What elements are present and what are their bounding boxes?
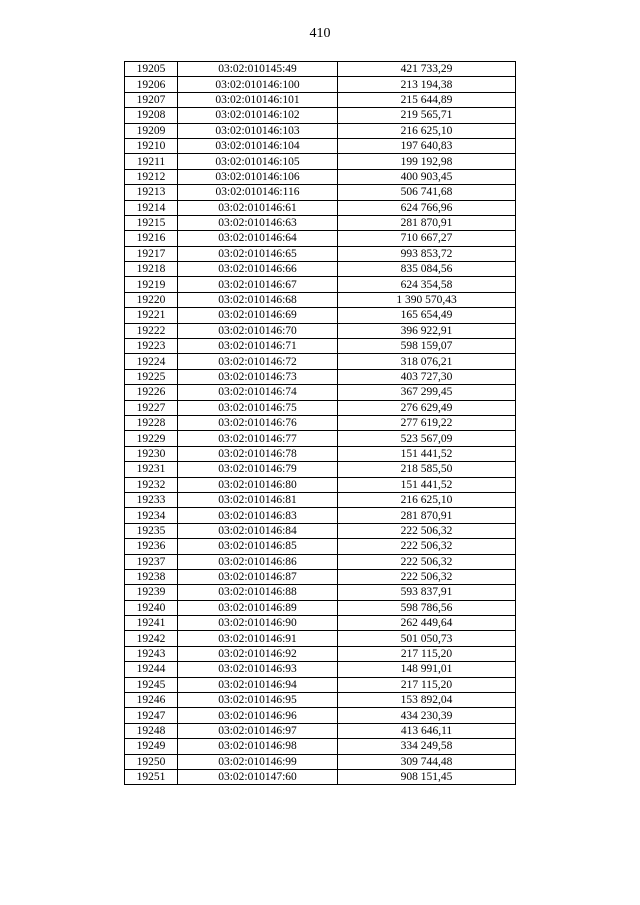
- cadastral-value-cell: 993 853,72: [338, 246, 516, 261]
- table-row: [125, 108, 516, 123]
- row-index-cell: 19242: [125, 631, 178, 646]
- row-index-cell: 19230: [125, 446, 178, 461]
- row-index-cell: 19246: [125, 693, 178, 708]
- row-index-cell: 19239: [125, 585, 178, 600]
- cadastral-number-cell: 03:02:010146:79: [178, 462, 338, 477]
- row-index-cell: 19212: [125, 169, 178, 184]
- cadastral-number-cell: 03:02:010146:84: [178, 523, 338, 538]
- cadastral-value-cell: 367 299,45: [338, 385, 516, 400]
- table-row: [125, 723, 516, 738]
- table-row: [125, 246, 516, 261]
- cadastral-value-cell: 218 585,50: [338, 462, 516, 477]
- cadastral-value-cell: 262 449,64: [338, 616, 516, 631]
- row-index-cell: 19206: [125, 77, 178, 92]
- cadastral-number-cell: 03:02:010146:116: [178, 185, 338, 200]
- cadastral-value-cell: 216 625,10: [338, 492, 516, 507]
- cadastral-value-cell: 598 159,07: [338, 339, 516, 354]
- cadastral-value-cell: 318 076,21: [338, 354, 516, 369]
- table-row: [125, 539, 516, 554]
- cadastral-value-cell: 222 506,32: [338, 523, 516, 538]
- row-index-cell: 19227: [125, 400, 178, 415]
- cadastral-number-cell: 03:02:010146:104: [178, 138, 338, 153]
- table-row: [125, 462, 516, 477]
- table-row: [125, 523, 516, 538]
- cadastral-value-cell: 624 766,96: [338, 200, 516, 215]
- cadastral-value-cell: 334 249,58: [338, 739, 516, 754]
- cadastral-number-cell: 03:02:010146:70: [178, 323, 338, 338]
- cadastral-number-cell: 03:02:010146:94: [178, 677, 338, 692]
- cadastral-value-cell: 217 115,20: [338, 646, 516, 661]
- row-index-cell: 19224: [125, 354, 178, 369]
- cadastral-value-cell: 598 786,56: [338, 600, 516, 615]
- page-number: 410: [309, 26, 331, 41]
- cadastral-value-cell: 216 625,10: [338, 123, 516, 138]
- cadastral-number-cell: 03:02:010146:61: [178, 200, 338, 215]
- cadastral-value-cell: 215 644,89: [338, 92, 516, 107]
- cadastral-number-cell: 03:02:010146:102: [178, 108, 338, 123]
- cadastral-value-cell: 309 744,48: [338, 754, 516, 769]
- table-row: [125, 277, 516, 292]
- cadastral-number-cell: 03:02:010146:80: [178, 477, 338, 492]
- table-row: [125, 400, 516, 415]
- row-index-cell: 19232: [125, 477, 178, 492]
- cadastral-number-cell: 03:02:010146:78: [178, 446, 338, 461]
- table-row: [125, 169, 516, 184]
- row-index-cell: 19240: [125, 600, 178, 615]
- cadastral-value-cell: 165 654,49: [338, 308, 516, 323]
- cadastral-value-cell: 281 870,91: [338, 508, 516, 523]
- table-row: [125, 646, 516, 661]
- cadastral-number-cell: 03:02:010146:72: [178, 354, 338, 369]
- cadastral-value-cell: 523 567,09: [338, 431, 516, 446]
- row-index-cell: 19221: [125, 308, 178, 323]
- table-row: [125, 677, 516, 692]
- row-index-cell: 19210: [125, 138, 178, 153]
- cadastral-number-cell: 03:02:010146:105: [178, 154, 338, 169]
- table-row: [125, 754, 516, 769]
- table-row: [125, 200, 516, 215]
- table-row: [125, 600, 516, 615]
- cadastral-number-cell: 03:02:010146:91: [178, 631, 338, 646]
- cadastral-number-cell: 03:02:010146:73: [178, 369, 338, 384]
- cadastral-value-cell: 710 667,27: [338, 231, 516, 246]
- row-index-cell: 19248: [125, 723, 178, 738]
- cadastral-number-cell: 03:02:010146:100: [178, 77, 338, 92]
- table-row: [125, 292, 516, 307]
- cadastral-number-cell: 03:02:010146:87: [178, 569, 338, 584]
- row-index-cell: 19233: [125, 492, 178, 507]
- cadastral-value-cell: 281 870,91: [338, 215, 516, 230]
- row-index-cell: 19225: [125, 369, 178, 384]
- cadastral-value-cell: 593 837,91: [338, 585, 516, 600]
- cadastral-number-cell: 03:02:010146:85: [178, 539, 338, 554]
- cadastral-number-cell: 03:02:010146:92: [178, 646, 338, 661]
- table-row: [125, 354, 516, 369]
- cadastral-number-cell: 03:02:010146:106: [178, 169, 338, 184]
- table-row: [125, 308, 516, 323]
- cadastral-number-cell: 03:02:010146:81: [178, 492, 338, 507]
- cadastral-number-cell: 03:02:010146:86: [178, 554, 338, 569]
- table-row: [125, 185, 516, 200]
- cadastral-value-cell: 506 741,68: [338, 185, 516, 200]
- row-index-cell: 19223: [125, 339, 178, 354]
- table-row: [125, 693, 516, 708]
- table-row: [125, 231, 516, 246]
- cadastral-value-cell: 434 230,39: [338, 708, 516, 723]
- table-row: [125, 339, 516, 354]
- table-body: [125, 62, 516, 785]
- row-index-cell: 19247: [125, 708, 178, 723]
- cadastral-number-cell: 03:02:010146:99: [178, 754, 338, 769]
- row-index-cell: 19211: [125, 154, 178, 169]
- cadastral-number-cell: 03:02:010146:75: [178, 400, 338, 415]
- cadastral-value-cell: 153 892,04: [338, 693, 516, 708]
- table-row: [125, 62, 516, 77]
- row-index-cell: 19236: [125, 539, 178, 554]
- cadastral-number-cell: 03:02:010146:101: [178, 92, 338, 107]
- row-index-cell: 19214: [125, 200, 178, 215]
- cadastral-value-cell: 835 084,56: [338, 262, 516, 277]
- table-row: [125, 616, 516, 631]
- table-row: [125, 662, 516, 677]
- cadastral-number-cell: 03:02:010147:60: [178, 769, 338, 784]
- row-index-cell: 19205: [125, 62, 178, 77]
- cadastral-value-cell: 199 192,98: [338, 154, 516, 169]
- table-row: [125, 508, 516, 523]
- row-index-cell: 19218: [125, 262, 178, 277]
- cadastral-number-cell: 03:02:010146:95: [178, 693, 338, 708]
- row-index-cell: 19217: [125, 246, 178, 261]
- row-index-cell: 19213: [125, 185, 178, 200]
- cadastral-value-cell: 501 050,73: [338, 631, 516, 646]
- table-row: [125, 215, 516, 230]
- row-index-cell: 19235: [125, 523, 178, 538]
- table-row: [125, 369, 516, 384]
- row-index-cell: 19222: [125, 323, 178, 338]
- cadastral-value-cell: 276 629,49: [338, 400, 516, 415]
- cadastral-number-cell: 03:02:010146:69: [178, 308, 338, 323]
- cadastral-number-cell: 03:02:010145:49: [178, 62, 338, 77]
- table-row: [125, 154, 516, 169]
- table-row: [125, 385, 516, 400]
- table-row: [125, 323, 516, 338]
- cadastral-number-cell: 03:02:010146:88: [178, 585, 338, 600]
- table-row: [125, 123, 516, 138]
- cadastral-number-cell: 03:02:010146:67: [178, 277, 338, 292]
- table-row: [125, 631, 516, 646]
- cadastral-number-cell: 03:02:010146:96: [178, 708, 338, 723]
- cadastral-number-cell: 03:02:010146:65: [178, 246, 338, 261]
- row-index-cell: 19208: [125, 108, 178, 123]
- cadastral-value-cell: 197 640,83: [338, 138, 516, 153]
- row-index-cell: 19207: [125, 92, 178, 107]
- cadastral-value-cell: 151 441,52: [338, 446, 516, 461]
- cadastral-value-cell: 421 733,29: [338, 62, 516, 77]
- cadastral-number-cell: 03:02:010146:68: [178, 292, 338, 307]
- cadastral-value-cell: 277 619,22: [338, 415, 516, 430]
- row-index-cell: 19250: [125, 754, 178, 769]
- table-row: [125, 554, 516, 569]
- cadastral-number-cell: 03:02:010146:66: [178, 262, 338, 277]
- row-index-cell: 19231: [125, 462, 178, 477]
- cadastral-number-cell: 03:02:010146:103: [178, 123, 338, 138]
- cadastral-number-cell: 03:02:010146:90: [178, 616, 338, 631]
- cadastral-number-cell: 03:02:010146:89: [178, 600, 338, 615]
- cadastral-value-cell: 148 991,01: [338, 662, 516, 677]
- cadastral-value-cell: 1 390 570,43: [338, 292, 516, 307]
- row-index-cell: 19243: [125, 646, 178, 661]
- table-row: [125, 138, 516, 153]
- row-index-cell: 19249: [125, 739, 178, 754]
- table-row: [125, 477, 516, 492]
- cadastral-value-cell: 403 727,30: [338, 369, 516, 384]
- table-row: [125, 739, 516, 754]
- cadastral-value-cell: 151 441,52: [338, 477, 516, 492]
- cadastral-value-cell: 908 151,45: [338, 769, 516, 784]
- cadastral-value-cell: 413 646,11: [338, 723, 516, 738]
- cadastral-value-cell: 213 194,38: [338, 77, 516, 92]
- table-row: [125, 585, 516, 600]
- table-row: [125, 492, 516, 507]
- row-index-cell: 19228: [125, 415, 178, 430]
- table-row: [125, 262, 516, 277]
- cadastral-number-cell: 03:02:010146:71: [178, 339, 338, 354]
- cadastral-value-cell: 222 506,32: [338, 554, 516, 569]
- cadastral-number-cell: 03:02:010146:97: [178, 723, 338, 738]
- table-row: [125, 569, 516, 584]
- table-row: [125, 431, 516, 446]
- cadastral-value-table: [124, 61, 516, 785]
- cadastral-number-cell: 03:02:010146:83: [178, 508, 338, 523]
- cadastral-number-cell: 03:02:010146:98: [178, 739, 338, 754]
- cadastral-value-cell: 222 506,32: [338, 569, 516, 584]
- row-index-cell: 19229: [125, 431, 178, 446]
- table-row: [125, 446, 516, 461]
- row-index-cell: 19220: [125, 292, 178, 307]
- row-index-cell: 19245: [125, 677, 178, 692]
- cadastral-number-cell: 03:02:010146:64: [178, 231, 338, 246]
- row-index-cell: 19244: [125, 662, 178, 677]
- table-row: [125, 708, 516, 723]
- cadastral-value-cell: 217 115,20: [338, 677, 516, 692]
- cadastral-number-cell: 03:02:010146:77: [178, 431, 338, 446]
- cadastral-number-cell: 03:02:010146:74: [178, 385, 338, 400]
- table-row: [125, 415, 516, 430]
- cadastral-number-cell: 03:02:010146:63: [178, 215, 338, 230]
- cadastral-number-cell: 03:02:010146:76: [178, 415, 338, 430]
- table-row: [125, 92, 516, 107]
- cadastral-value-cell: 222 506,32: [338, 539, 516, 554]
- row-index-cell: 19216: [125, 231, 178, 246]
- table-row: [125, 77, 516, 92]
- cadastral-value-cell: 400 903,45: [338, 169, 516, 184]
- row-index-cell: 19237: [125, 554, 178, 569]
- row-index-cell: 19234: [125, 508, 178, 523]
- row-index-cell: 19251: [125, 769, 178, 784]
- cadastral-value-cell: 219 565,71: [338, 108, 516, 123]
- row-index-cell: 19238: [125, 569, 178, 584]
- row-index-cell: 19209: [125, 123, 178, 138]
- cadastral-number-cell: 03:02:010146:93: [178, 662, 338, 677]
- row-index-cell: 19241: [125, 616, 178, 631]
- row-index-cell: 19215: [125, 215, 178, 230]
- row-index-cell: 19226: [125, 385, 178, 400]
- table-row: [125, 769, 516, 784]
- cadastral-value-cell: 396 922,91: [338, 323, 516, 338]
- row-index-cell: 19219: [125, 277, 178, 292]
- cadastral-value-cell: 624 354,58: [338, 277, 516, 292]
